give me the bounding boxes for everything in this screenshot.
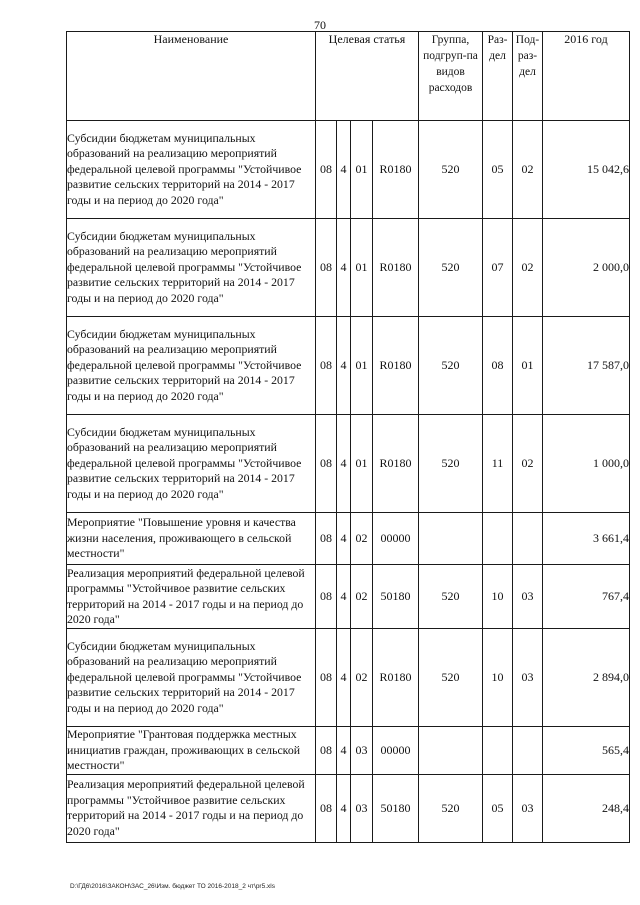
target-code-direction-cell: 50180 <box>373 774 419 842</box>
expense-group-cell <box>419 727 483 775</box>
subsection-cell: 03 <box>513 629 543 727</box>
target-code-direction-cell: 00000 <box>373 727 419 775</box>
row-name-cell: Мероприятие "Повышение уровня и качества жизни населения, проживающего в сельской местности" <box>67 513 316 565</box>
expense-group-cell: 520 <box>419 565 483 629</box>
target-code-program-cell: 08 <box>316 415 337 513</box>
section-cell: 10 <box>483 629 513 727</box>
target-code-direction-cell: R0180 <box>373 121 419 219</box>
header-name: Наименование <box>67 32 316 121</box>
section-cell: 10 <box>483 565 513 629</box>
subsection-cell: 03 <box>513 565 543 629</box>
target-code-type-cell: 4 <box>337 415 351 513</box>
target-code-main-cell: 01 <box>351 121 373 219</box>
subsection-cell: 02 <box>513 121 543 219</box>
target-code-main-cell: 03 <box>351 727 373 775</box>
target-code-main-cell: 03 <box>351 774 373 842</box>
row-name-cell: Субсидии бюджетам муниципальных образований на реализацию мероприятий федеральной целевой программы "Устойчивое развитие сельских территорий на 2014 - 2017 годы и на период до 2020 года" <box>67 219 316 317</box>
target-code-direction-cell: R0180 <box>373 219 419 317</box>
target-code-direction-cell: 00000 <box>373 513 419 565</box>
table-row <box>67 513 630 565</box>
subsection-cell <box>513 513 543 565</box>
table-row <box>67 727 630 775</box>
expense-group-cell: 520 <box>419 629 483 727</box>
target-code-type-cell: 4 <box>337 121 351 219</box>
amount-cell: 15 042,6 <box>543 121 630 219</box>
expense-group-cell: 520 <box>419 219 483 317</box>
header-target-article: Целевая статья <box>316 32 419 121</box>
row-name-cell: Субсидии бюджетам муниципальных образований на реализацию мероприятий федеральной целевой программы "Устойчивое развитие сельских территорий на 2014 - 2017 годы и на период до 2020 года" <box>67 317 316 415</box>
section-cell: 08 <box>483 317 513 415</box>
target-code-main-cell: 02 <box>351 629 373 727</box>
table-row <box>67 629 630 727</box>
target-code-program-cell: 08 <box>316 629 337 727</box>
target-code-program-cell: 08 <box>316 565 337 629</box>
row-name-cell: Субсидии бюджетам муниципальных образований на реализацию мероприятий федеральной целевой программы "Устойчивое развитие сельских территорий на 2014 - 2017 годы и на период до 2020 года" <box>67 415 316 513</box>
page-number: 70 <box>314 18 326 32</box>
table-row <box>67 415 630 513</box>
target-code-direction-cell: 50180 <box>373 565 419 629</box>
amount-cell: 565,4 <box>543 727 630 775</box>
subsection-cell: 03 <box>513 774 543 842</box>
section-cell: 05 <box>483 774 513 842</box>
target-code-program-cell: 08 <box>316 513 337 565</box>
header-section: Раз-дел <box>483 32 513 121</box>
target-code-program-cell: 08 <box>316 727 337 775</box>
subsection-cell: 02 <box>513 219 543 317</box>
section-cell: 05 <box>483 121 513 219</box>
expense-group-cell: 520 <box>419 774 483 842</box>
section-cell: 07 <box>483 219 513 317</box>
target-code-direction-cell: R0180 <box>373 317 419 415</box>
section-cell <box>483 513 513 565</box>
amount-cell: 767,4 <box>543 565 630 629</box>
header-expense-group: Группа, подгруп-па видов расходов <box>419 32 483 121</box>
subsection-cell <box>513 727 543 775</box>
expense-group-cell: 520 <box>419 317 483 415</box>
amount-cell: 248,4 <box>543 774 630 842</box>
target-code-type-cell: 4 <box>337 774 351 842</box>
header-subsection: Под-раз-дел <box>513 32 543 121</box>
target-code-main-cell: 01 <box>351 415 373 513</box>
expense-group-cell <box>419 513 483 565</box>
target-code-direction-cell: R0180 <box>373 629 419 727</box>
subsection-cell: 01 <box>513 317 543 415</box>
target-code-program-cell: 08 <box>316 317 337 415</box>
amount-cell: 17 587,0 <box>543 317 630 415</box>
section-cell: 11 <box>483 415 513 513</box>
amount-cell: 3 661,4 <box>543 513 630 565</box>
table-row <box>67 565 630 629</box>
amount-cell: 1 000,0 <box>543 415 630 513</box>
target-code-direction-cell: R0180 <box>373 415 419 513</box>
target-code-program-cell: 08 <box>316 774 337 842</box>
table-row <box>67 219 630 317</box>
row-name-cell: Реализация мероприятий федеральной целевой программы "Устойчивое развитие сельских территорий на 2014 - 2017 годы и на период до 2020 года" <box>67 774 316 842</box>
target-code-type-cell: 4 <box>337 629 351 727</box>
row-name-cell: Мероприятие "Грантовая поддержка местных инициатив граждан, проживающих в сельской местности" <box>67 727 316 775</box>
target-code-type-cell: 4 <box>337 513 351 565</box>
table-row <box>67 774 630 842</box>
row-name-cell: Реализация мероприятий федеральной целевой программы "Устойчивое развитие сельских территорий на 2014 - 2017 годы и на период до 2020 года" <box>67 565 316 629</box>
table-row <box>67 317 630 415</box>
target-code-main-cell: 02 <box>351 513 373 565</box>
row-name-cell: Субсидии бюджетам муниципальных образований на реализацию мероприятий федеральной целевой программы "Устойчивое развитие сельских территорий на 2014 - 2017 годы и на период до 2020 года" <box>67 121 316 219</box>
target-code-type-cell: 4 <box>337 317 351 415</box>
amount-cell: 2 894,0 <box>543 629 630 727</box>
section-cell <box>483 727 513 775</box>
target-code-program-cell: 08 <box>316 121 337 219</box>
amount-cell: 2 000,0 <box>543 219 630 317</box>
budget-table <box>66 31 630 843</box>
header-year: 2016 год <box>543 32 630 121</box>
target-code-main-cell: 01 <box>351 317 373 415</box>
expense-group-cell: 520 <box>419 121 483 219</box>
target-code-program-cell: 08 <box>316 219 337 317</box>
footer-file-path: D:\ГД6\2016\ЗАКОН\ЗАС_26\Изм. бюджет ТО 2016-2018_2 чт\pr5.xls <box>70 883 275 890</box>
row-name-cell: Субсидии бюджетам муниципальных образований на реализацию мероприятий федеральной целевой программы "Устойчивое развитие сельских территорий на 2014 - 2017 годы и на период до 2020 года" <box>67 629 316 727</box>
target-code-type-cell: 4 <box>337 727 351 775</box>
target-code-type-cell: 4 <box>337 219 351 317</box>
expense-group-cell: 520 <box>419 415 483 513</box>
table-row <box>67 121 630 219</box>
table-header-row <box>67 32 630 121</box>
subsection-cell: 02 <box>513 415 543 513</box>
target-code-type-cell: 4 <box>337 565 351 629</box>
target-code-main-cell: 02 <box>351 565 373 629</box>
target-code-main-cell: 01 <box>351 219 373 317</box>
